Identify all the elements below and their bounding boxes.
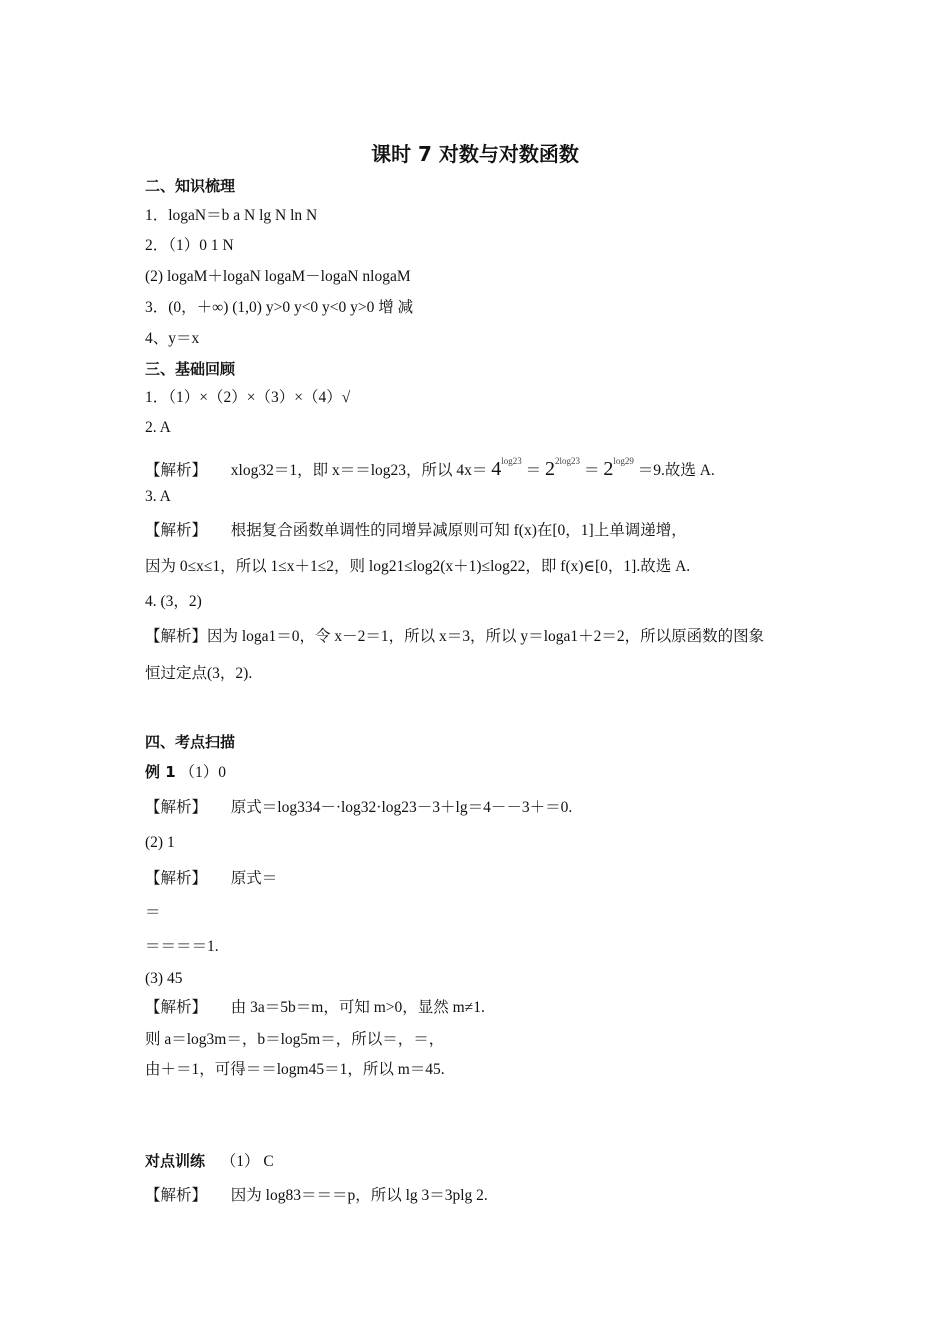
page-title: 课时 7 对数与对数函数 bbox=[371, 142, 579, 166]
example-1-part-1 bbox=[145, 762, 226, 783]
power-expression: $4^{log23}$ bbox=[491, 456, 522, 480]
review-q2-explanation bbox=[145, 451, 715, 481]
example-1-explanation-3 bbox=[145, 998, 485, 1018]
explanation-text: 根据复合函数单调性的同增异减原则可知 f(x)在[0，1]上单调递增， bbox=[230, 522, 687, 539]
section-heading-review: 三、基础回顾 bbox=[145, 360, 236, 378]
review-q3-answer: 3. A bbox=[145, 488, 171, 505]
explanation-label: 【解析】 bbox=[145, 462, 208, 479]
explanation-label: 【解析】 bbox=[145, 1187, 208, 1204]
explanation-end: ＝9.故选 A. bbox=[637, 462, 715, 479]
example-1-explanation-1 bbox=[145, 798, 572, 818]
training-answer: （1） C bbox=[220, 1153, 274, 1170]
explanation-text: 原式＝log334－·log32·log23－3＋lg＝4－－3＋＝0. bbox=[230, 799, 573, 816]
knowledge-item-2: 2．（1）0 1 N bbox=[145, 237, 234, 254]
example-label: 例 1 bbox=[145, 763, 176, 781]
section-heading-knowledge: 二、知识梳理 bbox=[145, 177, 236, 195]
explanation-text: 因为 log83＝＝＝p，所以 lg 3＝3plg 2. bbox=[230, 1187, 488, 1204]
explanation-label: 【解析】 bbox=[145, 799, 208, 816]
example-1-part-2: (2) 1 bbox=[145, 834, 175, 851]
equals-sign: ＝ bbox=[525, 462, 542, 479]
review-q4-answer: 4. (3，2) bbox=[145, 593, 202, 610]
review-q2-answer: 2. A bbox=[145, 419, 171, 436]
example-1-explanation-2 bbox=[145, 869, 277, 889]
knowledge-item-4: 4、y＝x bbox=[145, 330, 200, 347]
explanation-text: 由 3a＝5b＝m，可知 m>0，显然 m≠1. bbox=[230, 999, 485, 1016]
explanation-text: 原式＝ bbox=[230, 870, 278, 887]
example-1-explanation-3-line-a: 则 a＝log3m＝，b＝log5m＝，所以＝，＝， bbox=[145, 1031, 445, 1048]
knowledge-item-2b: (2) logaM＋logaN logaM－logaN nlogaM bbox=[145, 268, 411, 285]
explanation-text: xlog32＝1，即 x＝＝log23，所以 4x＝ bbox=[230, 462, 488, 479]
review-q4-explanation-cont: 恒过定点(3，2). bbox=[145, 665, 253, 682]
review-q3-explanation-cont: 因为 0≤x≤1，所以 1≤x＋1≤2，则 log21≤log2(x＋1)≤log22，即 f(x)∈[0，1].故选 A. bbox=[145, 558, 691, 575]
review-q1-answer: 1．（1）×（2）×（3）×（4）√ bbox=[145, 389, 351, 406]
example-1-part-3: (3) 45 bbox=[145, 970, 183, 987]
power-expression-3: $2^{log29}$ bbox=[603, 456, 634, 480]
explanation-label: 【解析】 bbox=[145, 522, 208, 539]
knowledge-item-3: 3．(0，＋∞) (1,0) y>0 y<0 y<0 y>0 增 减 bbox=[145, 299, 414, 316]
explanation-label: 【解析】 bbox=[145, 999, 208, 1016]
example-1-explanation-3-line-b: 由＋＝1，可得＝＝logm45＝1，所以 m＝45. bbox=[145, 1061, 445, 1078]
training-label: 对点训练 bbox=[145, 1152, 206, 1170]
training-explanation bbox=[145, 1186, 488, 1206]
knowledge-item-1: 1．logaN＝b a N lg N ln N bbox=[145, 207, 318, 224]
review-q3-explanation bbox=[145, 521, 687, 541]
equals-sign-2: ＝ bbox=[583, 462, 600, 479]
example-1-equation-line-2: ＝＝＝＝1. bbox=[145, 938, 219, 955]
explanation-label: 【解析】 bbox=[145, 870, 208, 887]
example-1-equation-line-1: ＝ bbox=[145, 904, 161, 921]
power-expression-2: $2^{2log23}$ bbox=[545, 456, 581, 480]
example-part-answer: （1）0 bbox=[179, 764, 227, 781]
section-heading-exam: 四、考点扫描 bbox=[145, 733, 236, 751]
review-q4-explanation: 【解析】因为 loga1＝0，令 x－2＝1，所以 x＝3，所以 y＝loga1＋2＝2，所以原函数的图象 bbox=[145, 628, 765, 645]
training-answer-line bbox=[145, 1151, 274, 1172]
